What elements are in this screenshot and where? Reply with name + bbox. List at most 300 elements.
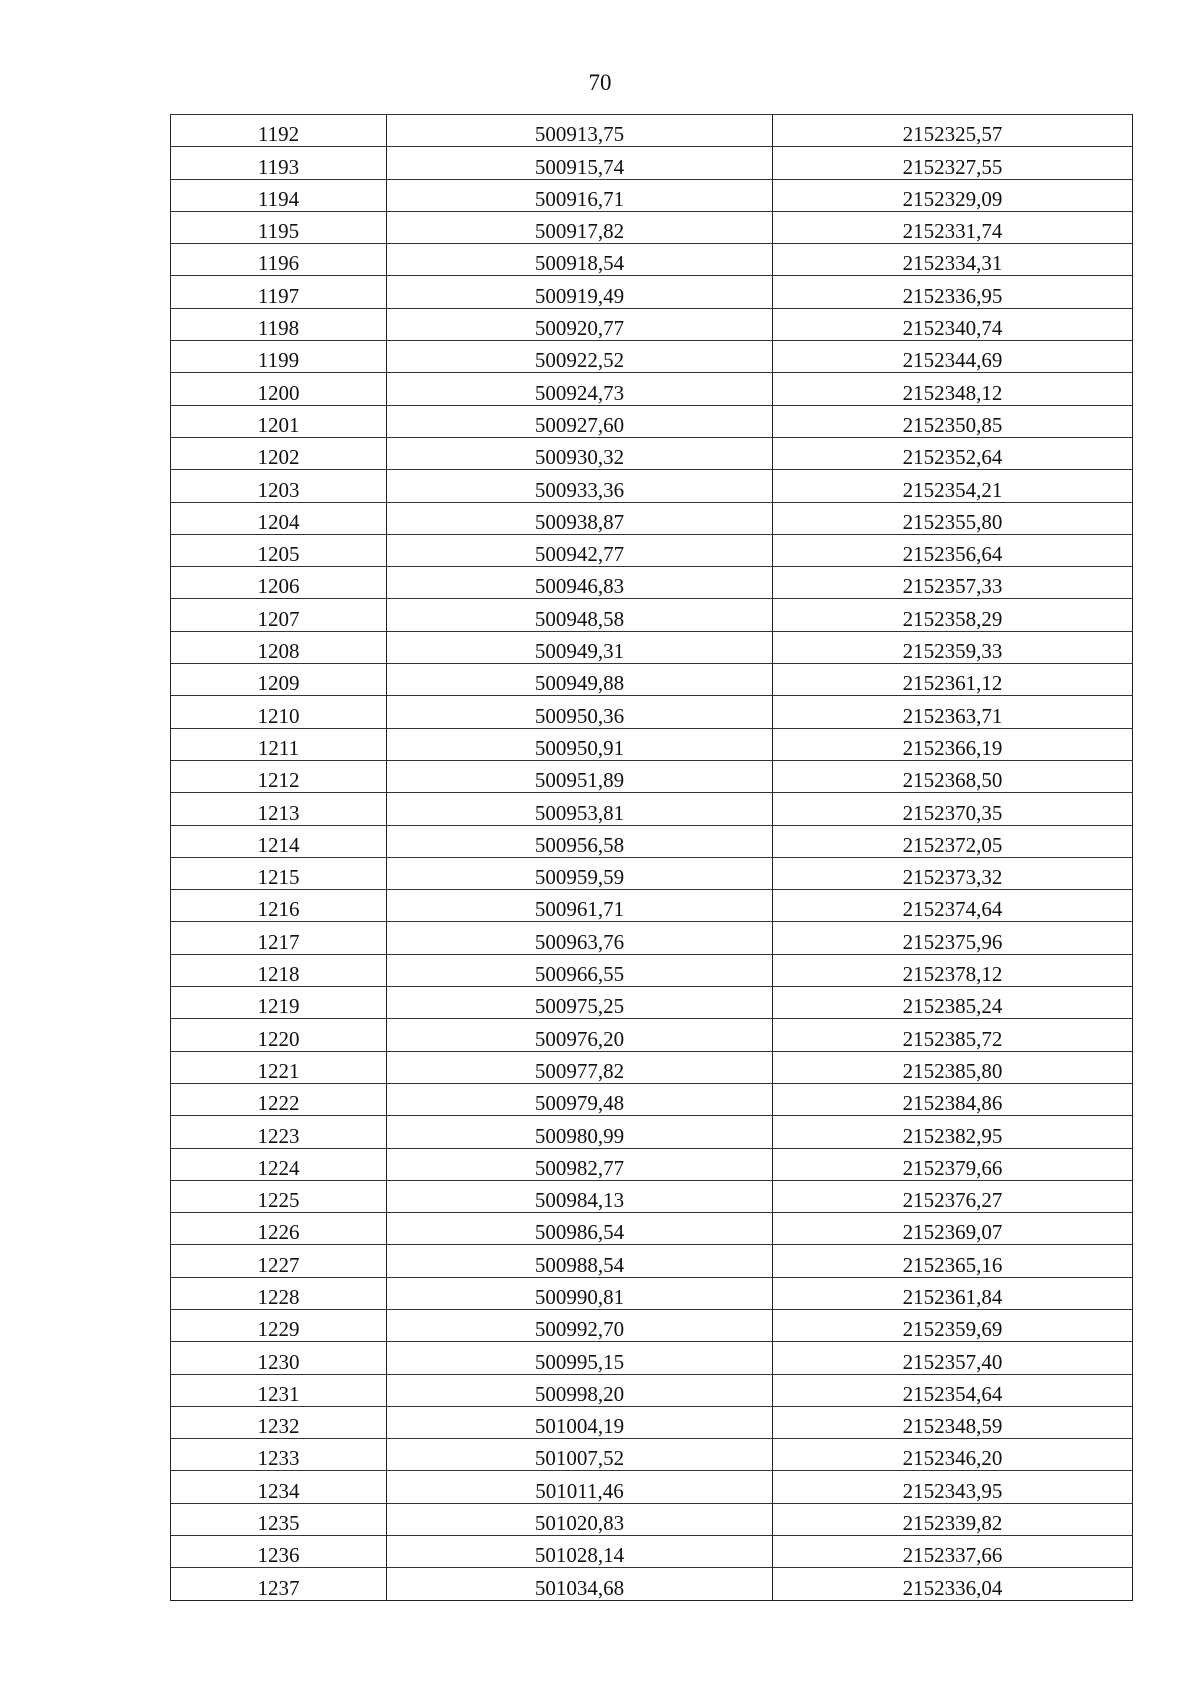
x-coordinate-cell [387, 696, 773, 728]
x-coordinate-cell [387, 1180, 773, 1212]
table-row [171, 1342, 1133, 1374]
y-coordinate-cell [773, 825, 1133, 857]
point-number-text: 1221 [257, 1058, 300, 1083]
point-number-text: 1233 [257, 1446, 300, 1471]
point-number-cell [171, 825, 387, 857]
point-number-text: 1223 [257, 1123, 300, 1148]
x-coordinate-cell [387, 1213, 773, 1245]
table-row [171, 599, 1133, 631]
x-coordinate-text: 500913,75 [534, 122, 625, 147]
x-coordinate-cell [387, 1471, 773, 1503]
table-row [171, 664, 1133, 696]
y-coordinate-cell [773, 1568, 1133, 1600]
table-row [171, 631, 1133, 663]
y-coordinate-text: 2152359,69 [902, 1317, 1003, 1342]
x-coordinate-cell [387, 308, 773, 340]
table-row [171, 244, 1133, 276]
x-coordinate-cell [387, 728, 773, 760]
x-coordinate-text: 500930,32 [534, 445, 625, 470]
y-coordinate-text: 2152346,20 [902, 1446, 1003, 1471]
point-number-text: 1214 [257, 832, 300, 857]
x-coordinate-text: 500956,58 [534, 832, 625, 857]
point-number-cell [171, 631, 387, 663]
point-number-text: 1209 [257, 671, 300, 696]
table-row [171, 115, 1133, 147]
point-number-text: 1210 [257, 703, 300, 728]
y-coordinate-text: 2152385,24 [902, 994, 1003, 1019]
y-coordinate-text: 2152369,07 [902, 1220, 1003, 1245]
point-number-cell [171, 857, 387, 889]
y-coordinate-text: 2152379,66 [902, 1155, 1003, 1180]
point-number-text: 1231 [257, 1381, 300, 1406]
point-number-text: 1236 [257, 1543, 300, 1568]
point-number-text: 1203 [257, 477, 300, 502]
point-number-text: 1220 [257, 1026, 300, 1051]
y-coordinate-text: 2152361,84 [902, 1284, 1003, 1309]
point-number-cell [171, 211, 387, 243]
table-row [171, 696, 1133, 728]
x-coordinate-text: 500951,89 [534, 768, 625, 793]
y-coordinate-cell [773, 470, 1133, 502]
point-number-cell [171, 954, 387, 986]
table-row [171, 760, 1133, 792]
x-coordinate-cell [387, 437, 773, 469]
y-coordinate-text: 2152348,12 [902, 380, 1003, 405]
point-number-text: 1207 [257, 606, 300, 631]
y-coordinate-cell [773, 244, 1133, 276]
point-number-text: 1206 [257, 574, 300, 599]
y-coordinate-cell [773, 760, 1133, 792]
y-coordinate-cell [773, 1116, 1133, 1148]
table-row [171, 1406, 1133, 1438]
point-number-cell [171, 534, 387, 566]
y-coordinate-text: 2152363,71 [902, 703, 1003, 728]
table-row [171, 534, 1133, 566]
point-number-cell [171, 1180, 387, 1212]
table-row [171, 373, 1133, 405]
x-coordinate-text: 500992,70 [534, 1317, 625, 1342]
y-coordinate-cell [773, 211, 1133, 243]
point-number-cell [171, 244, 387, 276]
point-number-text: 1222 [257, 1091, 300, 1116]
y-coordinate-text: 2152329,09 [902, 186, 1003, 211]
x-coordinate-cell [387, 793, 773, 825]
y-coordinate-text: 2152382,95 [902, 1123, 1003, 1148]
y-coordinate-cell [773, 1536, 1133, 1568]
y-coordinate-text: 2152378,12 [902, 962, 1003, 987]
table-row [171, 1116, 1133, 1148]
y-coordinate-text: 2152339,82 [902, 1511, 1003, 1536]
x-coordinate-cell [387, 631, 773, 663]
x-coordinate-cell [387, 1374, 773, 1406]
y-coordinate-text: 2152340,74 [902, 316, 1003, 341]
y-coordinate-cell [773, 696, 1133, 728]
table-row [171, 1309, 1133, 1341]
y-coordinate-text: 2152375,96 [902, 929, 1003, 954]
y-coordinate-cell [773, 147, 1133, 179]
coordinates-table-body [171, 115, 1133, 1601]
x-coordinate-text: 500980,99 [534, 1123, 625, 1148]
y-coordinate-cell [773, 857, 1133, 889]
x-coordinate-text: 500982,77 [534, 1155, 625, 1180]
x-coordinate-cell [387, 1503, 773, 1535]
table-row [171, 728, 1133, 760]
y-coordinate-text: 2152325,57 [902, 122, 1003, 147]
point-number-text: 1232 [257, 1414, 300, 1439]
x-coordinate-text: 500959,59 [534, 865, 625, 890]
point-number-cell [171, 1051, 387, 1083]
y-coordinate-text: 2152350,85 [902, 412, 1003, 437]
table-row [171, 341, 1133, 373]
y-coordinate-text: 2152365,16 [902, 1252, 1003, 1277]
table-row [171, 276, 1133, 308]
x-coordinate-text: 500963,76 [534, 929, 625, 954]
x-coordinate-cell [387, 1536, 773, 1568]
x-coordinate-text: 500948,58 [534, 606, 625, 631]
y-coordinate-cell [773, 890, 1133, 922]
y-coordinate-cell [773, 115, 1133, 147]
y-coordinate-text: 2152336,95 [902, 283, 1003, 308]
table-row [171, 1439, 1133, 1471]
x-coordinate-cell [387, 1083, 773, 1115]
table-row [171, 1471, 1133, 1503]
x-coordinate-cell [387, 211, 773, 243]
x-coordinate-text: 500938,87 [534, 509, 625, 534]
y-coordinate-text: 2152357,40 [902, 1349, 1003, 1374]
point-number-text: 1194 [257, 186, 300, 211]
y-coordinate-cell [773, 1406, 1133, 1438]
point-number-cell [171, 502, 387, 534]
y-coordinate-cell [773, 308, 1133, 340]
table-row [171, 922, 1133, 954]
y-coordinate-text: 2152327,55 [902, 154, 1003, 179]
y-coordinate-text: 2152352,64 [902, 445, 1003, 470]
x-coordinate-text: 500950,91 [534, 735, 625, 760]
table-row [171, 890, 1133, 922]
y-coordinate-text: 2152348,59 [902, 1414, 1003, 1439]
x-coordinate-cell [387, 1051, 773, 1083]
point-number-cell [171, 1245, 387, 1277]
y-coordinate-cell [773, 1503, 1133, 1535]
y-coordinate-text: 2152374,64 [902, 897, 1003, 922]
y-coordinate-cell [773, 534, 1133, 566]
table-row [171, 1568, 1133, 1600]
x-coordinate-cell [387, 147, 773, 179]
table-row [171, 1019, 1133, 1051]
point-number-cell [171, 1503, 387, 1535]
point-number-text: 1215 [257, 865, 300, 890]
y-coordinate-cell [773, 1083, 1133, 1115]
y-coordinate-text: 2152357,33 [902, 574, 1003, 599]
point-number-cell [171, 1406, 387, 1438]
x-coordinate-text: 500977,82 [534, 1058, 625, 1083]
point-number-cell [171, 179, 387, 211]
y-coordinate-cell [773, 373, 1133, 405]
point-number-cell [171, 1536, 387, 1568]
y-coordinate-cell [773, 1439, 1133, 1471]
x-coordinate-text: 500949,31 [534, 639, 625, 664]
x-coordinate-text: 500927,60 [534, 412, 625, 437]
x-coordinate-cell [387, 1406, 773, 1438]
point-number-text: 1212 [257, 768, 300, 793]
point-number-cell [171, 567, 387, 599]
y-coordinate-text: 2152331,74 [902, 219, 1003, 244]
y-coordinate-text: 2152336,04 [902, 1575, 1003, 1600]
y-coordinate-cell [773, 1148, 1133, 1180]
y-coordinate-text: 2152373,32 [902, 865, 1003, 890]
point-number-text: 1193 [257, 154, 300, 179]
x-coordinate-cell [387, 244, 773, 276]
y-coordinate-cell [773, 502, 1133, 534]
table-row [171, 179, 1133, 211]
point-number-cell [171, 1342, 387, 1374]
y-coordinate-text: 2152368,50 [902, 768, 1003, 793]
table-row [171, 1083, 1133, 1115]
x-coordinate-text: 500990,81 [534, 1284, 625, 1309]
point-number-text: 1227 [257, 1252, 300, 1277]
x-coordinate-text: 500984,13 [534, 1188, 625, 1213]
table-row [171, 987, 1133, 1019]
point-number-text: 1218 [257, 962, 300, 987]
point-number-cell [171, 1568, 387, 1600]
x-coordinate-cell [387, 1439, 773, 1471]
x-coordinate-cell [387, 115, 773, 147]
x-coordinate-text: 500917,82 [534, 219, 625, 244]
y-coordinate-text: 2152370,35 [902, 800, 1003, 825]
x-coordinate-cell [387, 567, 773, 599]
x-coordinate-cell [387, 405, 773, 437]
x-coordinate-text: 500915,74 [534, 154, 625, 179]
x-coordinate-text: 500950,36 [534, 703, 625, 728]
point-number-text: 1195 [257, 219, 300, 244]
y-coordinate-text: 2152343,95 [902, 1478, 1003, 1503]
x-coordinate-text: 500949,88 [534, 671, 625, 696]
x-coordinate-cell [387, 857, 773, 889]
y-coordinate-text: 2152366,19 [902, 735, 1003, 760]
y-coordinate-text: 2152359,33 [902, 639, 1003, 664]
table-row [171, 825, 1133, 857]
y-coordinate-cell [773, 341, 1133, 373]
x-coordinate-text: 500975,25 [534, 994, 625, 1019]
x-coordinate-text: 500924,73 [534, 380, 625, 405]
y-coordinate-text: 2152334,31 [902, 251, 1003, 276]
y-coordinate-text: 2152355,80 [902, 509, 1003, 534]
point-number-text: 1216 [257, 897, 300, 922]
x-coordinate-text: 501007,52 [534, 1446, 625, 1471]
point-number-cell [171, 1083, 387, 1115]
x-coordinate-cell [387, 664, 773, 696]
x-coordinate-text: 500916,71 [534, 186, 625, 211]
x-coordinate-cell [387, 1116, 773, 1148]
y-coordinate-cell [773, 1471, 1133, 1503]
point-number-text: 1224 [257, 1155, 300, 1180]
point-number-cell [171, 341, 387, 373]
point-number-text: 1197 [257, 283, 300, 308]
y-coordinate-cell [773, 954, 1133, 986]
point-number-text: 1229 [257, 1317, 300, 1342]
y-coordinate-text: 2152344,69 [902, 348, 1003, 373]
point-number-text: 1204 [257, 509, 300, 534]
point-number-cell [171, 599, 387, 631]
point-number-cell [171, 793, 387, 825]
point-number-cell [171, 1213, 387, 1245]
x-coordinate-text: 500998,20 [534, 1381, 625, 1406]
point-number-text: 1208 [257, 639, 300, 664]
point-number-cell [171, 664, 387, 696]
y-coordinate-cell [773, 1342, 1133, 1374]
x-coordinate-cell [387, 1342, 773, 1374]
table-row [171, 857, 1133, 889]
x-coordinate-cell [387, 954, 773, 986]
y-coordinate-cell [773, 664, 1133, 696]
table-row [171, 567, 1133, 599]
x-coordinate-cell [387, 825, 773, 857]
y-coordinate-cell [773, 1051, 1133, 1083]
x-coordinate-text: 501020,83 [534, 1511, 625, 1536]
y-coordinate-text: 2152361,12 [902, 671, 1003, 696]
point-number-cell [171, 1471, 387, 1503]
y-coordinate-cell [773, 922, 1133, 954]
y-coordinate-text: 2152354,21 [902, 477, 1003, 502]
x-coordinate-text: 500988,54 [534, 1252, 625, 1277]
y-coordinate-cell [773, 1277, 1133, 1309]
point-number-text: 1198 [257, 316, 300, 341]
point-number-cell [171, 405, 387, 437]
x-coordinate-cell [387, 987, 773, 1019]
y-coordinate-cell [773, 567, 1133, 599]
y-coordinate-cell [773, 437, 1133, 469]
point-number-cell [171, 470, 387, 502]
x-coordinate-cell [387, 1148, 773, 1180]
point-number-text: 1217 [257, 929, 300, 954]
point-number-text: 1225 [257, 1188, 300, 1213]
y-coordinate-text: 2152384,86 [902, 1091, 1003, 1116]
table-row [171, 1245, 1133, 1277]
point-number-cell [171, 922, 387, 954]
y-coordinate-text: 2152376,27 [902, 1188, 1003, 1213]
point-number-cell [171, 308, 387, 340]
point-number-text: 1226 [257, 1220, 300, 1245]
point-number-cell [171, 115, 387, 147]
x-coordinate-cell [387, 534, 773, 566]
x-coordinate-text: 500920,77 [534, 316, 625, 341]
point-number-text: 1205 [257, 542, 300, 567]
y-coordinate-cell [773, 793, 1133, 825]
y-coordinate-cell [773, 1213, 1133, 1245]
point-number-cell [171, 728, 387, 760]
x-coordinate-text: 500986,54 [534, 1220, 625, 1245]
x-coordinate-cell [387, 179, 773, 211]
x-coordinate-cell [387, 1019, 773, 1051]
point-number-text: 1211 [257, 735, 300, 760]
point-number-cell [171, 147, 387, 179]
table-row [171, 147, 1133, 179]
x-coordinate-cell [387, 502, 773, 534]
point-number-text: 1219 [257, 994, 300, 1019]
x-coordinate-text: 501004,19 [534, 1414, 625, 1439]
page-number: 70 [588, 70, 612, 95]
point-number-cell [171, 890, 387, 922]
table-row [171, 1148, 1133, 1180]
x-coordinate-text: 500953,81 [534, 800, 625, 825]
point-number-cell [171, 276, 387, 308]
x-coordinate-text: 500933,36 [534, 477, 625, 502]
y-coordinate-cell [773, 179, 1133, 211]
table-row [171, 1536, 1133, 1568]
x-coordinate-cell [387, 890, 773, 922]
x-coordinate-text: 500979,48 [534, 1091, 625, 1116]
x-coordinate-text: 500961,71 [534, 897, 625, 922]
y-coordinate-text: 2152356,64 [902, 542, 1003, 567]
y-coordinate-cell [773, 405, 1133, 437]
y-coordinate-cell [773, 1019, 1133, 1051]
table-row [171, 405, 1133, 437]
y-coordinate-cell [773, 1374, 1133, 1406]
y-coordinate-cell [773, 599, 1133, 631]
table-row [171, 1374, 1133, 1406]
point-number-text: 1202 [257, 445, 300, 470]
x-coordinate-text: 500976,20 [534, 1026, 625, 1051]
table-row [171, 793, 1133, 825]
table-row [171, 1213, 1133, 1245]
point-number-text: 1228 [257, 1284, 300, 1309]
x-coordinate-cell [387, 341, 773, 373]
point-number-text: 1234 [257, 1478, 300, 1503]
x-coordinate-text: 501034,68 [534, 1575, 625, 1600]
point-number-text: 1192 [257, 122, 300, 147]
x-coordinate-text: 500946,83 [534, 574, 625, 599]
point-number-cell [171, 760, 387, 792]
x-coordinate-text: 500966,55 [534, 962, 625, 987]
point-number-text: 1235 [257, 1511, 300, 1536]
point-number-text: 1237 [257, 1575, 300, 1600]
y-coordinate-cell [773, 276, 1133, 308]
point-number-cell [171, 1019, 387, 1051]
x-coordinate-cell [387, 276, 773, 308]
point-number-text: 1230 [257, 1349, 300, 1374]
y-coordinate-text: 2152372,05 [902, 832, 1003, 857]
y-coordinate-text: 2152385,80 [902, 1058, 1003, 1083]
point-number-text: 1199 [257, 348, 300, 373]
table-row [171, 954, 1133, 986]
x-coordinate-text: 500922,52 [534, 348, 625, 373]
y-coordinate-cell [773, 728, 1133, 760]
y-coordinate-text: 2152354,64 [902, 1381, 1003, 1406]
x-coordinate-cell [387, 1309, 773, 1341]
point-number-cell [171, 1309, 387, 1341]
x-coordinate-cell [387, 1568, 773, 1600]
x-coordinate-cell [387, 1245, 773, 1277]
x-coordinate-cell [387, 599, 773, 631]
point-number-cell [171, 696, 387, 728]
table-row [171, 470, 1133, 502]
point-number-text: 1213 [257, 800, 300, 825]
y-coordinate-cell [773, 1245, 1133, 1277]
table-row [171, 1277, 1133, 1309]
point-number-cell [171, 373, 387, 405]
point-number-cell [171, 437, 387, 469]
point-number-cell [171, 1116, 387, 1148]
x-coordinate-text: 501028,14 [534, 1543, 625, 1568]
x-coordinate-text: 500918,54 [534, 251, 625, 276]
table-row [171, 1503, 1133, 1535]
y-coordinate-text: 2152337,66 [902, 1543, 1003, 1568]
coordinates-table [170, 114, 1133, 1601]
table-row [171, 308, 1133, 340]
x-coordinate-text: 500995,15 [534, 1349, 625, 1374]
x-coordinate-text: 501011,46 [535, 1478, 624, 1503]
y-coordinate-text: 2152385,72 [902, 1026, 1003, 1051]
